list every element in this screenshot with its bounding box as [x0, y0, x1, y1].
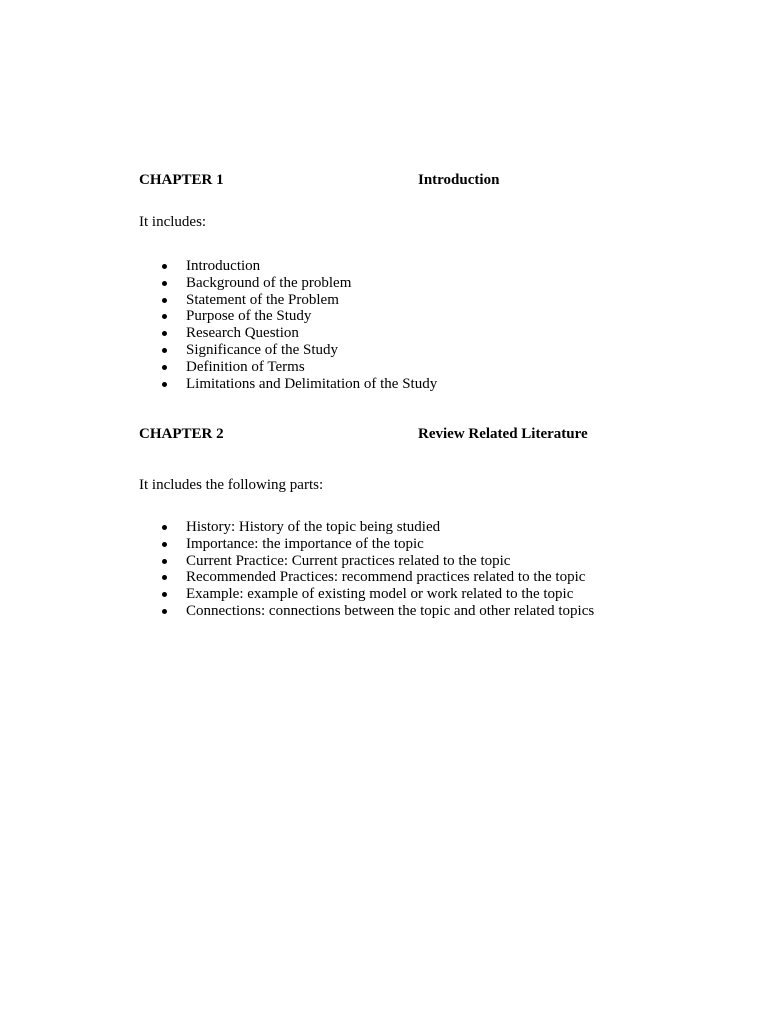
- chapter-2-number: CHAPTER 2: [139, 426, 224, 442]
- list-item: Research Question: [139, 325, 437, 342]
- list-item: Definition of Terms: [139, 359, 437, 376]
- list-item: Statement of the Problem: [139, 292, 437, 309]
- list-item: Current Practice: Current practices related to the topic: [139, 553, 594, 570]
- list-item: Introduction: [139, 258, 437, 275]
- chapter-1-list: [139, 258, 437, 392]
- list-item: History: History of the topic being studied: [139, 519, 594, 536]
- chapter-2-title: Review Related Literature: [418, 426, 588, 442]
- chapter-1-heading: [139, 170, 699, 190]
- list-item: Importance: the importance of the topic: [139, 536, 594, 553]
- list-item: Limitations and Delimitation of the Study: [139, 376, 437, 393]
- chapter-2-lead: It includes the following parts:: [139, 477, 324, 493]
- chapter-1-title: Introduction: [418, 172, 500, 188]
- list-item: Example: example of existing model or work related to the topic: [139, 586, 594, 603]
- chapter-1-number: CHAPTER 1: [139, 172, 224, 188]
- list-item: Connections: connections between the topic and other related topics: [139, 603, 594, 620]
- list-item: Recommended Practices: recommend practices related to the topic: [139, 569, 594, 586]
- chapter-1-lead: It includes:: [139, 214, 207, 230]
- chapter-2-list: [139, 519, 594, 620]
- chapter-2-heading: [139, 424, 699, 444]
- list-item: Purpose of the Study: [139, 308, 437, 325]
- list-item: Significance of the Study: [139, 342, 437, 359]
- list-item: Background of the problem: [139, 275, 437, 292]
